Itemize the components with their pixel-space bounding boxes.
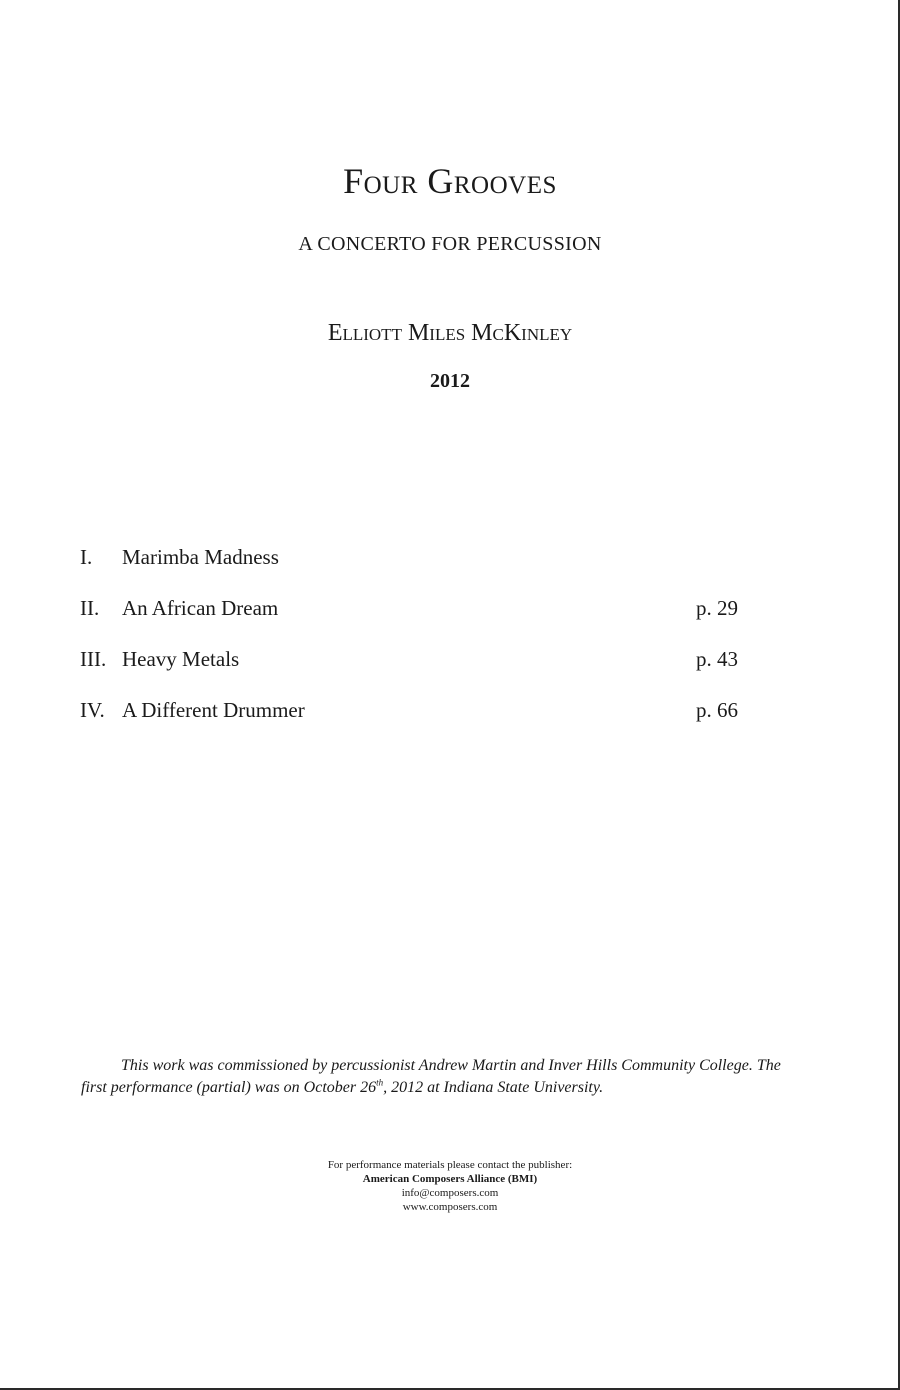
commission-text-part1: This work was commissioned by percussionist Andrew Martin and Inver Hills Community College. The first performance (partial) was on October 26 bbox=[81, 1057, 781, 1096]
movement-numeral: III. bbox=[80, 647, 107, 671]
movement-item bbox=[80, 545, 740, 596]
movement-name: An African Dream bbox=[122, 596, 279, 620]
movement-numeral: I. bbox=[80, 545, 93, 569]
composer-name: Elliott Miles McKinley bbox=[327, 320, 573, 346]
publisher-contact-line: For performance materials please contact the publisher: bbox=[327, 1159, 573, 1171]
movement-list bbox=[80, 545, 740, 749]
movement-item bbox=[80, 647, 740, 698]
composition-year: 2012 bbox=[430, 370, 470, 392]
work-title: Four Grooves bbox=[343, 161, 557, 201]
commission-text-part2: , 2012 at Indiana State University. bbox=[383, 1079, 604, 1096]
movement-item bbox=[80, 596, 740, 647]
publisher-info bbox=[0, 1158, 900, 1214]
movement-page: p. 43 bbox=[696, 647, 738, 671]
publisher-name: American Composers Alliance (BMI) bbox=[362, 1173, 538, 1185]
movement-page: p. 66 bbox=[696, 698, 738, 722]
movement-numeral: IV. bbox=[80, 698, 105, 722]
movement-name: Heavy Metals bbox=[122, 647, 240, 671]
publisher-email: info@composers.com bbox=[401, 1187, 499, 1199]
movement-name: A Different Drummer bbox=[122, 698, 305, 722]
movement-item bbox=[80, 698, 740, 749]
movement-page: p. 29 bbox=[696, 596, 738, 620]
commission-ordinal-suffix: th bbox=[376, 1077, 384, 1088]
work-subtitle: A CONCERTO FOR PERCUSSION bbox=[298, 233, 602, 255]
movement-numeral: II. bbox=[80, 596, 100, 620]
publisher-website: www.composers.com bbox=[402, 1201, 498, 1213]
commission-note bbox=[81, 1055, 781, 1099]
movement-name: Marimba Madness bbox=[122, 545, 279, 569]
